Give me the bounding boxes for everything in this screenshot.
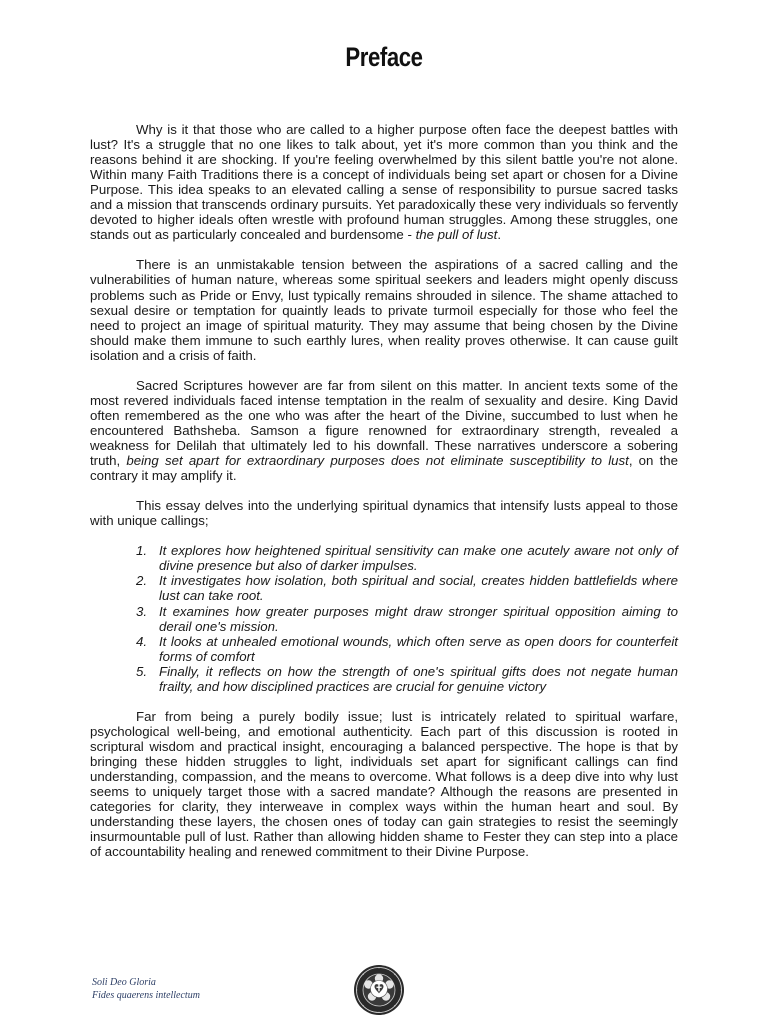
- paragraph-text: Why is it that those who are called to a higher purpose often face the deepest battles with lust? It's a struggle that no one likes to talk about, yet it's more common than you think and the reasons behind it are shocking. If you're feeling overwhelmed by this silent battle you're not alone. Within many Faith Traditions there is a concept of individuals being set apart or chosen for a Divine Purpose. This idea speaks to an elevated calling a sense of responsibility to pursue sacred tasks and a mission that transcends ordinary pursuits. Yet paradoxically these very individuals so fervently devoted to higher ideals often wrestle with profound human struggles. Among these struggles, one stands out as particularly concealed and burdensome -: [90, 122, 678, 243]
- motto-line-2: Fides quaerens intellectum: [92, 990, 200, 1001]
- paragraph-emphasis: being set apart for extraordinary purposes does not eliminate susceptibility to lust: [126, 453, 629, 469]
- list-number: 3.: [136, 603, 148, 619]
- list-item: [136, 573, 678, 603]
- list-number: 4.: [136, 633, 148, 649]
- essay-points-list: [90, 543, 678, 693]
- paragraph-text: Sacred Scriptures however are far from silent on this matter. In ancient texts some of the most revered individuals faced intense temptation in the realm of sexuality and desire. King David often remembered as the one who was after the heart of the Divine, succumbed to lust when he encountered Bathsheba. Samson a figure renowned for extraordinary strength, revealed a weakness for Delilah that ultimately led to his downfall. These narratives underscore a sobering truth,: [90, 377, 678, 469]
- page-title: Preface: [345, 42, 423, 72]
- list-item-text: It explores how heightened spiritual sensitivity can make one acutely aware not only of divine presence but also of darker impulses.: [159, 543, 678, 574]
- footer-motto: [92, 976, 200, 1002]
- paragraph-closing: Far from being a purely bodily issue; lust is intricately related to spiritual warfare, psychological well-being, and emotional authenticity. Each part of this discussion is rooted in scriptural wisdom and practical insight, encouraging a balanced perspective. The hope is that by bringing these hidden struggles to light, individuals set apart for significant callings can find understanding, compassion, and the means to overcome. What follows is a deep dive into why lust seems to uniquely target those with a sacred mandate? Although the reasons are presented in categories for clarity, they interweave in complex ways within the human heart and soul. By understanding these layers, the chosen ones of today can gain strategies to resist the seemingly insurmountable pull of lust. Rather than allowing hidden shame to Fester they can step into a place of accountability healing and renewed commitment to their Divine Purpose.: [90, 708, 678, 860]
- list-number: 2.: [136, 573, 148, 589]
- paragraph-intro: [90, 122, 678, 242]
- list-item: [136, 634, 678, 664]
- document-body: [90, 122, 678, 874]
- luther-rose-seal-icon: [353, 964, 405, 1016]
- paragraph-tension: [90, 257, 678, 362]
- paragraph-text: There is an unmistakable tension between the aspirations of a sacred calling and the vulnerabilities of human nature, whereas some spiritual seekers and leaders might openly discuss problems such as Pride or Envy, lust typically remains shrouded in silence. The shame attached to sexual desire or temptation for quaintly leads to private turmoil especially for those who feel the need to project an image of spiritual maturity. They may assume that being chosen by the Divine should make them immune to such earthly lures, when reality proves otherwise. It can cause guilt isolation and a crisis of faith.: [90, 257, 678, 363]
- paragraph-emphasis: the pull of lust: [415, 227, 498, 243]
- list-number: 1.: [136, 543, 148, 559]
- paragraph-tail: .: [497, 227, 502, 243]
- list-item-text: It investigates how isolation, both spiritual and social, creates hidden battlefields where lust can take root.: [159, 573, 678, 604]
- list-item-text: It examines how greater purposes might draw stronger spiritual opposition aiming to derail one's mission.: [159, 603, 678, 634]
- list-item: [136, 543, 678, 573]
- list-item-text: It looks at unhealed emotional wounds, which often serve as open doors for counterfeit forms of comfort: [159, 633, 678, 664]
- list-item: [136, 604, 678, 634]
- paragraph-text: This essay delves into the underlying spiritual dynamics that intensify lusts appeal to those with unique callings;: [90, 498, 678, 529]
- list-item: [136, 664, 678, 694]
- paragraph-scriptures: [90, 378, 678, 483]
- paragraph-essay-intro: [90, 498, 678, 528]
- motto-line-1: Soli Deo Gloria: [92, 977, 156, 988]
- list-item-text: Finally, it reflects on how the strength of one's spiritual gifts does not negate human frailty, and how disciplined practices are crucial for genuine victory: [159, 663, 678, 694]
- paragraph-tail: , on the contrary it may amplify it.: [90, 453, 678, 484]
- list-number: 5.: [136, 663, 148, 679]
